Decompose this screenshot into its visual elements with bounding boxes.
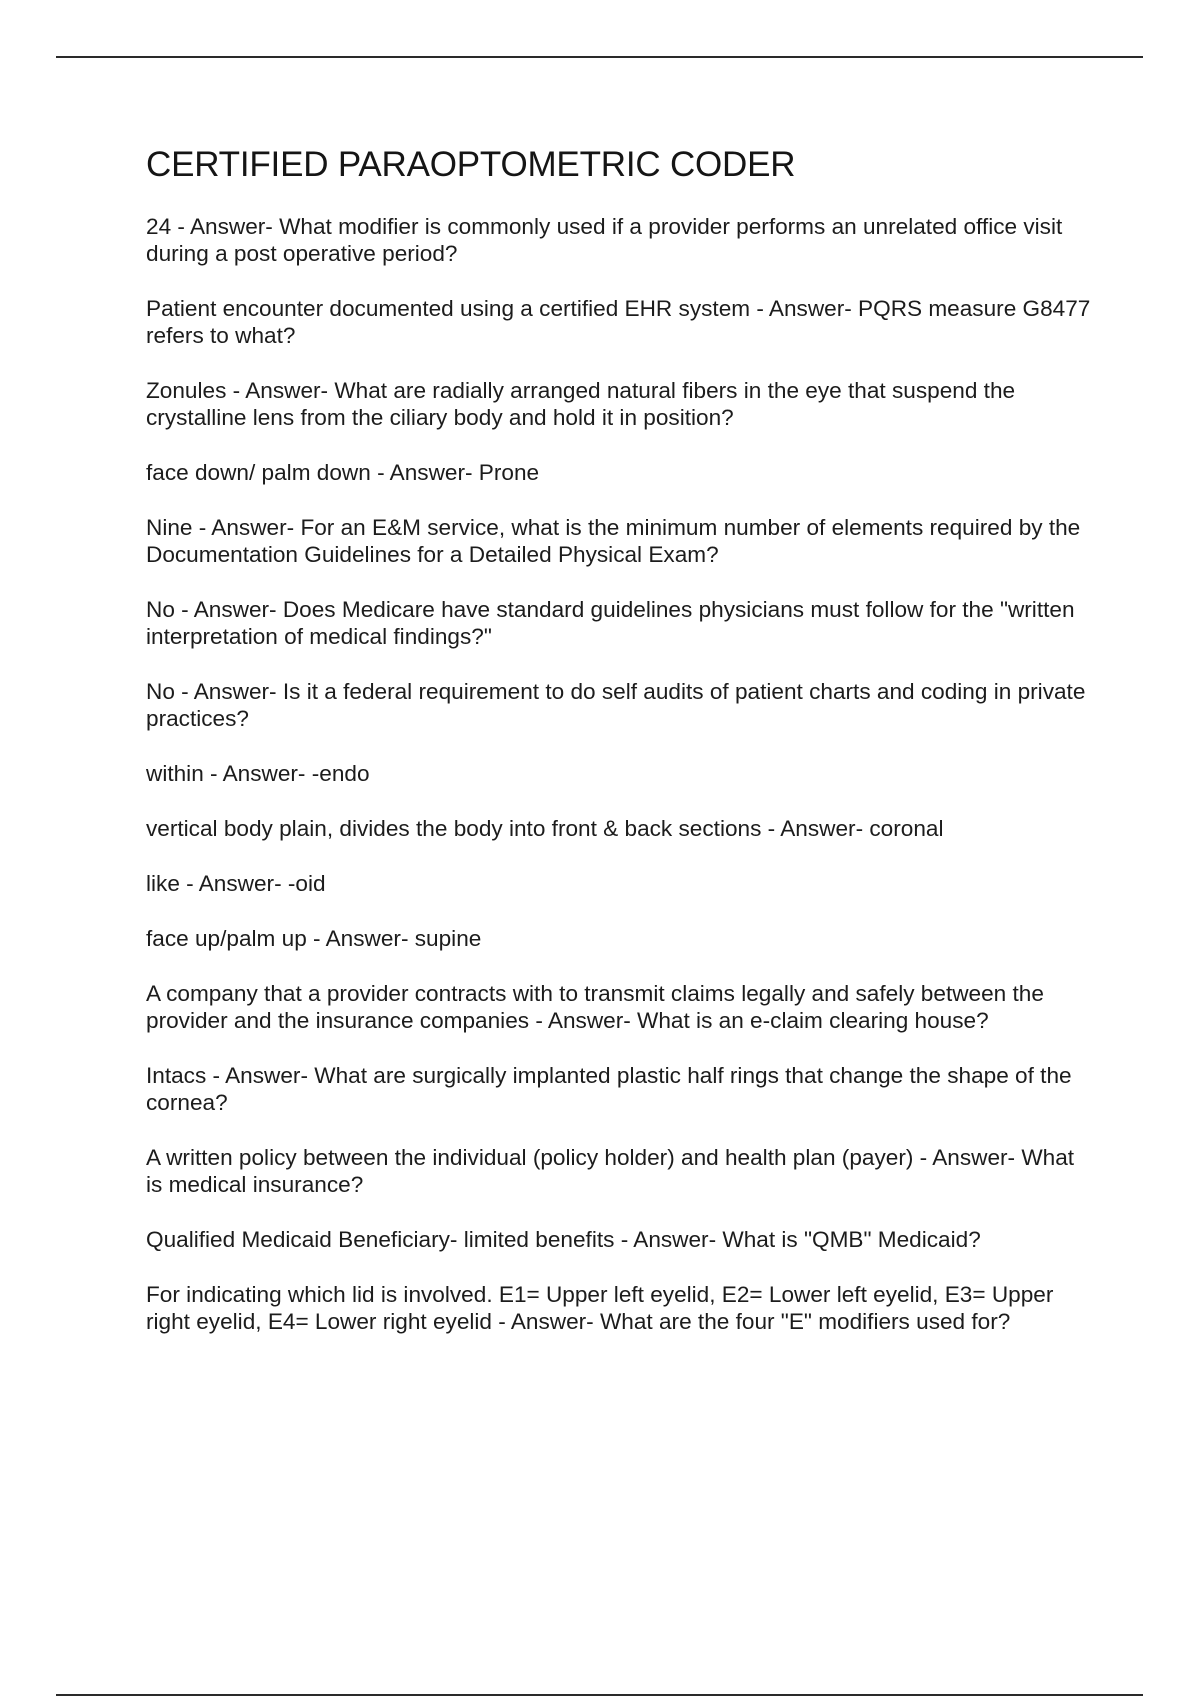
qa-item: No - Answer- Does Medicare have standard guidelines physicians must follow for the "written interpretation of medical findings?" — [146, 597, 1075, 649]
qa-item: Patient encounter documented using a certified EHR system - Answer- PQRS measure G8477 refers to what? — [146, 296, 1091, 348]
qa-item: A written policy between the individual (policy holder) and health plan (payer) - Answer- What is medical insurance? — [146, 1145, 1075, 1197]
qa-item: face up/palm up - Answer- supine — [146, 926, 482, 951]
qa-item: 24 - Answer- What modifier is commonly used if a provider performs an unrelated office visit during a post operative period? — [146, 214, 1063, 266]
qa-item: Qualified Medicaid Beneficiary- limited benefits - Answer- What is "QMB" Medicaid? — [146, 1227, 981, 1252]
top-divider — [56, 56, 1143, 58]
qa-item: Intacs - Answer- What are surgically implanted plastic half rings that change the shape of the cornea? — [146, 1063, 1072, 1115]
qa-item: within - Answer- -endo — [146, 761, 370, 786]
qa-item: For indicating which lid is involved. E1= Upper left eyelid, E2= Lower left eyelid, E3= Upper right eyelid, E4= Lower right eyelid - Answer- What are the four "E" modifiers used for? — [146, 1282, 1054, 1334]
qa-item: vertical body plain, divides the body into front & back sections - Answer- coronal — [146, 816, 944, 841]
qa-item: Nine - Answer- For an E&M service, what is the minimum number of elements required by the Documentation Guidelines for a Detailed Physical Exam? — [146, 515, 1081, 567]
bottom-divider — [56, 1694, 1143, 1696]
qa-item: A company that a provider contracts with to transmit claims legally and safely between the provider and the insurance companies - Answer- What is an e-claim clearing house? — [146, 981, 1044, 1033]
qa-item: No - Answer- Is it a federal requirement to do self audits of patient charts and coding in private practices? — [146, 679, 1086, 731]
qa-list — [146, 213, 1091, 1335]
qa-item: face down/ palm down - Answer- Prone — [146, 460, 540, 485]
document-title: CERTIFIED PARAOPTOMETRIC CODER — [146, 145, 796, 184]
qa-item: like - Answer- -oid — [146, 871, 326, 896]
document-body — [146, 144, 1091, 1363]
qa-item: Zonules - Answer- What are radially arranged natural fibers in the eye that suspend the crystalline lens from the ciliary body and hold it in position? — [146, 378, 1016, 430]
